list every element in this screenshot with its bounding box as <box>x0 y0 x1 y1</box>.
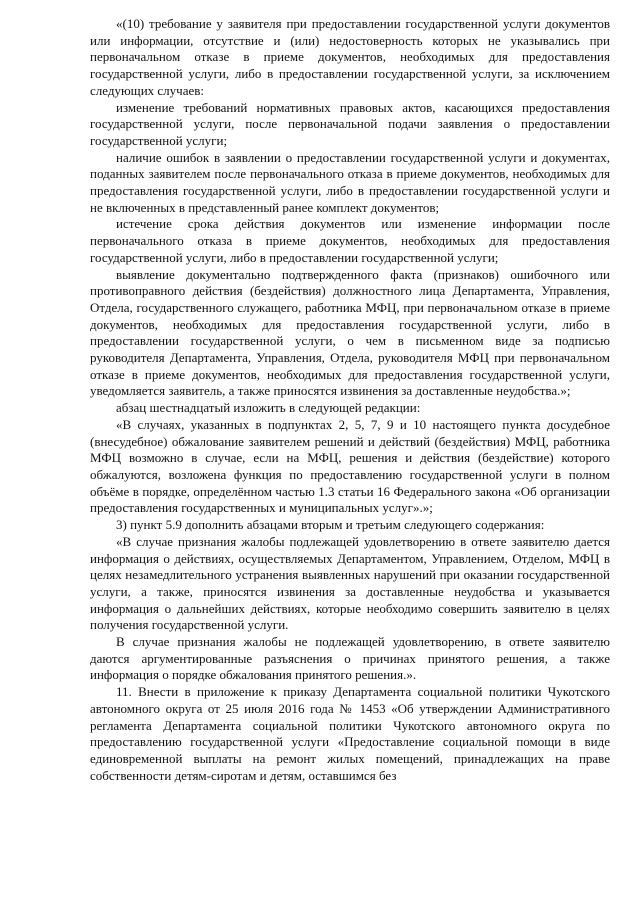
paragraph-document-expiry: истечение срока действия документов или изменение информации после первоначального отказа в приеме документов, необходимых для предоставления государственной услуги, либо в предоставлении государственной услуги; <box>90 216 610 265</box>
paragraph-mfc-appeal: «В случаях, указанных в подпунктах 2, 5, 7, 9 и 10 настоящего пункта досудебное (внесудебное) обжалование заявителем решений и действий (бездействия) МФЦ, работника МФЦ возможно в случае, если на МФЦ, решения и действия (бездействие) которого обжалуются, возложена функция по предоставлению государственной услуги в полном объёме в порядке, определённом частью 1.3 статьи 16 Федерального закона «Об организации предоставления государственных и муниципальных услуг».»; <box>90 416 610 516</box>
paragraph-requirements-change: изменение требований нормативных правовых актов, касающихся предоставления государственной услуги, после первоначальной подачи заявления о предоставлении государственной услуги; <box>90 99 610 148</box>
paragraph-item-5-9: 3) пункт 5.9 дополнить абзацами вторым и третьим следующего содержания: <box>116 517 545 533</box>
paragraph-sixteenth-abzac: абзац шестнадцатый изложить в следующей редакции: <box>116 400 421 416</box>
paragraph-complaint-satisfied: «В случае признания жалобы подлежащей удовлетворению в ответе заявителю дается информация о действиях, осуществляемых Департаментом, Управлением, Отделом, МФЦ в целях незамедлительного устранения выявленных нарушений при оказании государственной услуги, а также, приносятся извинения за доставленные неудобства и указывается информация о дальнейших действиях, которые необходимо совершить заявителю в целях получения государственной услуги. <box>90 533 610 633</box>
paragraph-item-11: 11. Внести в приложение к приказу Департамента социальной политики Чукотского автономного округа от 25 июля 2016 года № 1453 «Об утверждении Административного регламента Департамента социальной политики Чукотского автономного округа по предоставлению государственной услуги «Предоставление социальной помощи в виде единовременной выплаты на ремонт жилых помещений, принадлежащих на праве собственности детям-сиротам и детям, оставшимся без <box>90 684 610 783</box>
paragraph-complaint-rejected: В случае признания жалобы не подлежащей удовлетворению, в ответе заявителю даются аргументированные разъяснения о причинах принятого решения, а также информация о порядке обжалования принятого решения.». <box>90 634 610 683</box>
paragraph-erroneous-action: выявление документально подтвержденного факта (признаков) ошибочного или противоправного действия (бездействия) должностного лица Департамента, Управления, Отдела, государственного служащего, работника МФЦ, при первоначальном отказе в приеме документов, необходимых для предоставления государственной услуги, либо в предоставлении государственной услуги, о чем в письменном виде за подписью руководителя Департамента, Управления, Отдела, руководителя МФЦ при первоначальном отказе в приеме документов, необходимых для предоставления государственной услуги, уведомляется заявитель, а также приносятся извинения за доставленные неудобства.»; <box>90 266 610 399</box>
paragraph-errors-in-application: наличие ошибок в заявлении о предоставлении государственной услуги и документах, поданных заявителем после первоначального отказа в приеме документов, необходимых для предоставления государственной услуги, либо в предоставлении государственной услуги и не включенных в представленный ранее комплект документов; <box>90 149 610 215</box>
document-body <box>90 16 610 784</box>
paragraph-item-10: «(10) требование у заявителя при предоставлении государственной услуги документов или информации, отсутствие и (или) недостоверность которых не указывались при первоначальном отказе в приеме документов, необходимых для предоставления государственной услуги, либо в предоставлении государственной услуги, за исключением следующих случаев: <box>90 16 610 98</box>
